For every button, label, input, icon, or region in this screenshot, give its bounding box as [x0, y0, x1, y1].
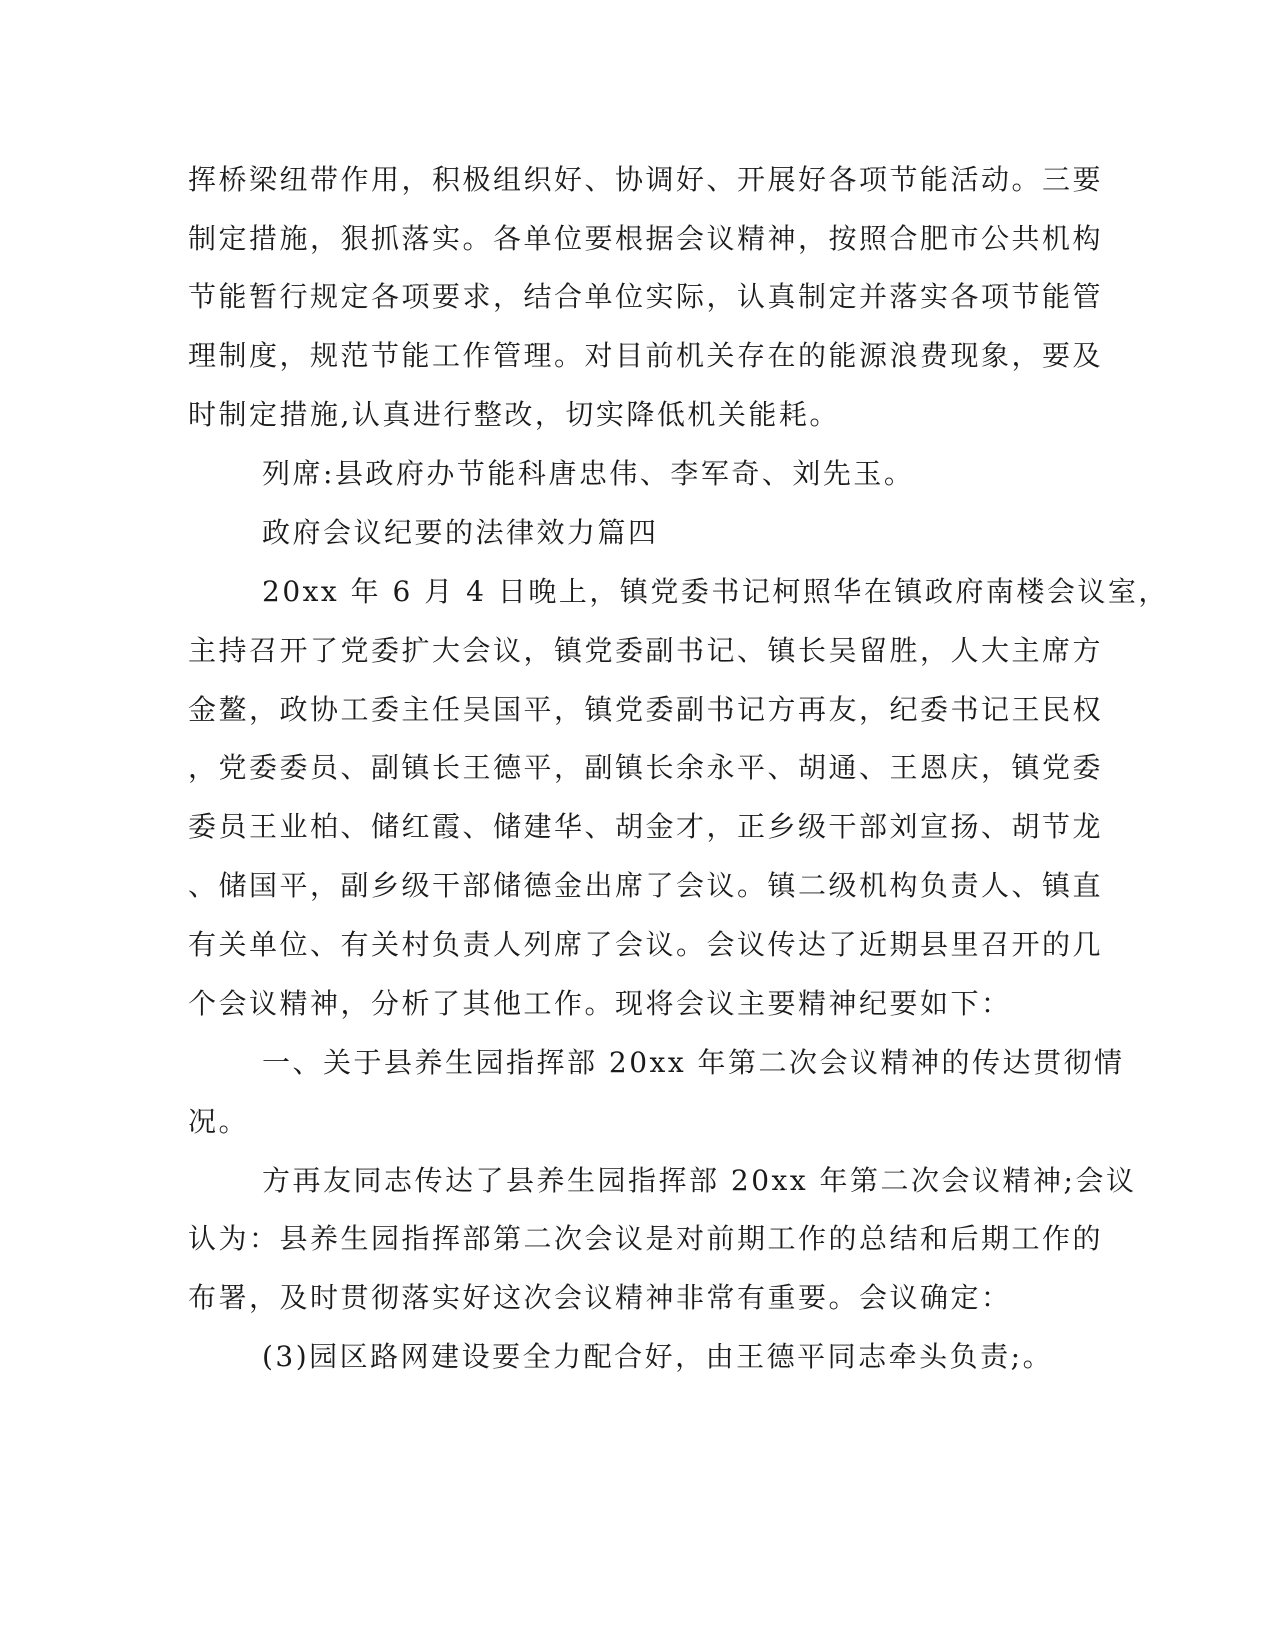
text-line: 委员王业柏、储红霞、储建华、胡金才，正乡级干部刘宣扬、胡节龙 [188, 810, 1104, 843]
text-line: 有关单位、有关村负责人列席了会议。会议传达了近期县里召开的几 [188, 928, 1104, 961]
text-line: 列席:县政府办节能科唐忠伟、李军奇、刘先玉。 [262, 457, 915, 490]
text-line: 理制度，规范节能工作管理。对目前机关存在的能源浪费现象，要及 [188, 339, 1104, 372]
text-line: ，党委委员、副镇长王德平，副镇长余永平、胡通、王恩庆，镇党委 [188, 751, 1104, 784]
text-line: 个会议精神，分析了其他工作。现将会议主要精神纪要如下： [188, 987, 1012, 1020]
text-line: 、储国平，副乡级干部储德金出席了会议。镇二级机构负责人、镇直 [188, 869, 1104, 902]
text-line: 方再友同志传达了县养生园指挥部 20xx 年第二次会议精神;会议 [262, 1164, 1137, 1197]
text-line: 金鳌，政协工委主任吴国平，镇党委副书记方再友，纪委书记王民权 [188, 693, 1104, 726]
text-line: 一、关于县养生园指挥部 20xx 年第二次会议精神的传达贯彻情 [262, 1046, 1125, 1079]
text-line: 节能暂行规定各项要求，结合单位实际，认真制定并落实各项节能管 [188, 280, 1104, 313]
text-line: 20xx 年 6 月 4 日晚上，镇党委书记柯照华在镇政府南楼会议室， [262, 575, 1169, 608]
text-line: 挥桥梁纽带作用，积极组织好、协调好、开展好各项节能活动。三要 [188, 163, 1104, 196]
text-line: 制定措施，狠抓落实。各单位要根据会议精神，按照合肥市公共机构 [188, 222, 1104, 255]
text-line: 况。 [188, 1105, 250, 1138]
text-line: (3)园区路网建设要全力配合好，由王德平同志牵头负责;。 [262, 1340, 1054, 1373]
text-line: 布署，及时贯彻落实好这次会议精神非常有重要。会议确定： [188, 1281, 1012, 1314]
text-line: 认为：县养生园指挥部第二次会议是对前期工作的总结和后期工作的 [188, 1222, 1104, 1255]
section-heading: 政府会议纪要的法律效力篇四 [262, 516, 659, 549]
text-line: 主持召开了党委扩大会议，镇党委副书记、镇长吴留胜，人大主席方 [188, 634, 1104, 667]
text-line: 时制定措施,认真进行整改，切实降低机关能耗。 [188, 398, 840, 431]
